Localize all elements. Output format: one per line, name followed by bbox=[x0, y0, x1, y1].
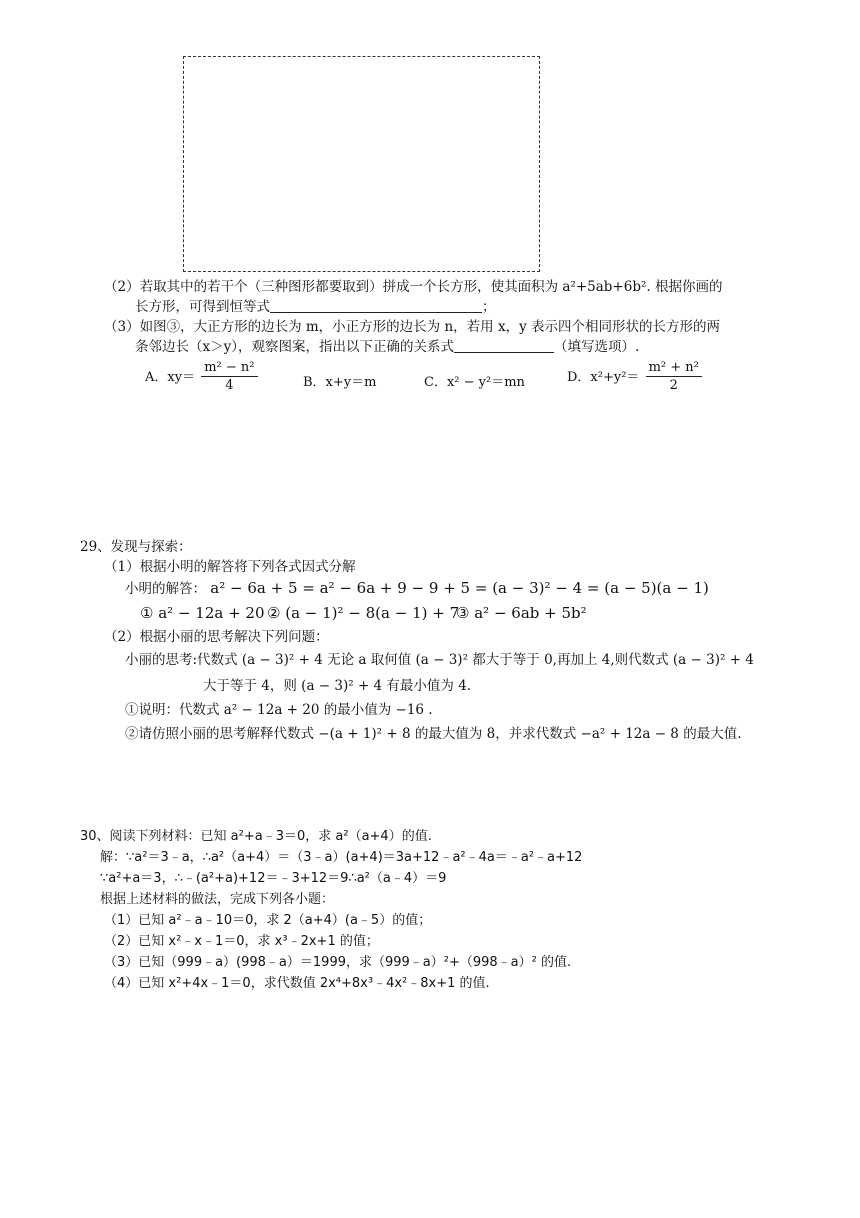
q28-part2-line2 bbox=[135, 298, 496, 316]
q30-subquestion-3: （3）已知（999﹣a）(998﹣a）＝1999，求（999﹣a）²+（998﹣a）² 的值. bbox=[104, 955, 572, 970]
q30-instruction: 根据上述材料的做法，完成下列各小题： bbox=[100, 892, 335, 907]
q28-part2-end: ； bbox=[482, 299, 496, 315]
q29-item2: ② (a − 1)² − 8(a − 1) + 7 bbox=[267, 604, 460, 622]
option-a-denominator: 4 bbox=[225, 378, 234, 393]
q30-solution-line2: ∵a²+a＝3，∴﹣(a²+a)+12＝﹣3+12＝9∴a²（a﹣4）＝9 bbox=[100, 871, 447, 886]
option-d-fraction bbox=[646, 360, 702, 395]
q30-subquestion-4: （4）已知 x²+4x﹣1＝0，求代数值 2x⁴+8x³﹣4x²﹣8x+1 的值. bbox=[104, 976, 490, 991]
li-thinking-line2: 大于等于 4，则 (a − 3)² + 4 有最小值为 4. bbox=[203, 678, 472, 694]
option-d-denominator: 2 bbox=[669, 378, 678, 393]
drawing-area-box bbox=[183, 56, 540, 272]
option-a-numerator: m² − n² bbox=[201, 360, 257, 377]
option-d bbox=[567, 360, 704, 395]
q30-subquestion-2: （2）已知 x²﹣x﹣1＝0，求 x³﹣2x+1 的值； bbox=[104, 934, 379, 949]
q28-part3-prefix: 条邻边长（x＞y），观察图案，指出以下正确的关系式 bbox=[135, 339, 454, 355]
q29-sub2: ②请仿照小丽的思考解释代数式 −(a + 1)² + 8 的最大值为 8，并求代数式 −a² + 12a − 8 的最大值. bbox=[125, 726, 742, 742]
option-b: B．x+y＝m bbox=[303, 375, 377, 390]
option-c: C．x² − y²＝mn bbox=[424, 375, 525, 390]
q30-subquestion-1: （1）已知 a²﹣a﹣10＝0，求 2（a+4）(a﹣5）的值； bbox=[104, 913, 432, 928]
ming-expression: a² − 6a + 5 = a² − 6a + 9 − 9 + 5 = (a − 3)² − 4 = (a − 5)(a − 1) bbox=[210, 579, 709, 597]
q28-part3-suffix: （填写选项）. bbox=[554, 339, 640, 355]
option-d-label: D．x²+y²＝ bbox=[567, 370, 640, 385]
q28-part2-line1: （2）若取其中的若干个（三种图形都要取到）拼成一个长方形，使其面积为 a²+5ab+6b². 根据你画的 bbox=[104, 279, 723, 295]
option-a-fraction bbox=[201, 360, 257, 395]
li-thinking-line1: 小丽的思考:代数式 (a − 3)² + 4 无论 a 取何值 (a − 3)² 都大于等于 0,再加上 4,则代数式 (a − 3)² + 4 bbox=[125, 652, 754, 668]
q28-part3-line1: （3）如图③，大正方形的边长为 m，小正方形的边长为 n，若用 x，y 表示四个相同形状的长方形的两 bbox=[104, 319, 720, 335]
q28-part3-line2 bbox=[135, 338, 639, 356]
option-a bbox=[145, 360, 260, 395]
q29-part2: （2）根据小丽的思考解决下列问题： bbox=[104, 629, 329, 645]
option-answer-blank[interactable] bbox=[454, 338, 554, 353]
q30-solution-line1: 解：∵a²＝3﹣a，∴a²（a+4）＝（3﹣a）(a+4)＝3a+12﹣a²﹣4a＝﹣a²﹣a+12 bbox=[100, 850, 583, 865]
option-d-numerator: m² + n² bbox=[646, 360, 702, 377]
q29-title: 29、发现与探索： bbox=[80, 539, 192, 555]
q29-sub1: ①说明：代数式 a² − 12a + 20 的最小值为 −16 . bbox=[125, 702, 433, 718]
ming-label: 小明的解答： bbox=[125, 581, 206, 597]
option-a-label: A．xy＝ bbox=[145, 370, 196, 385]
identity-answer-blank[interactable] bbox=[270, 298, 482, 313]
q29-ming-solution bbox=[125, 579, 709, 598]
q29-item1: ① a² − 12a + 20 bbox=[140, 604, 265, 622]
q30-title: 30、阅读下列材料：已知 a²+a﹣3＝0，求 a²（a+4）的值. bbox=[80, 829, 432, 844]
q29-part1: （1）根据小明的解答将下列各式因式分解 bbox=[104, 559, 356, 575]
q28-part2-prefix: 长方形，可得到恒等式 bbox=[135, 299, 270, 315]
q29-item3: ③ a² − 6ab + 5b² bbox=[456, 604, 587, 622]
